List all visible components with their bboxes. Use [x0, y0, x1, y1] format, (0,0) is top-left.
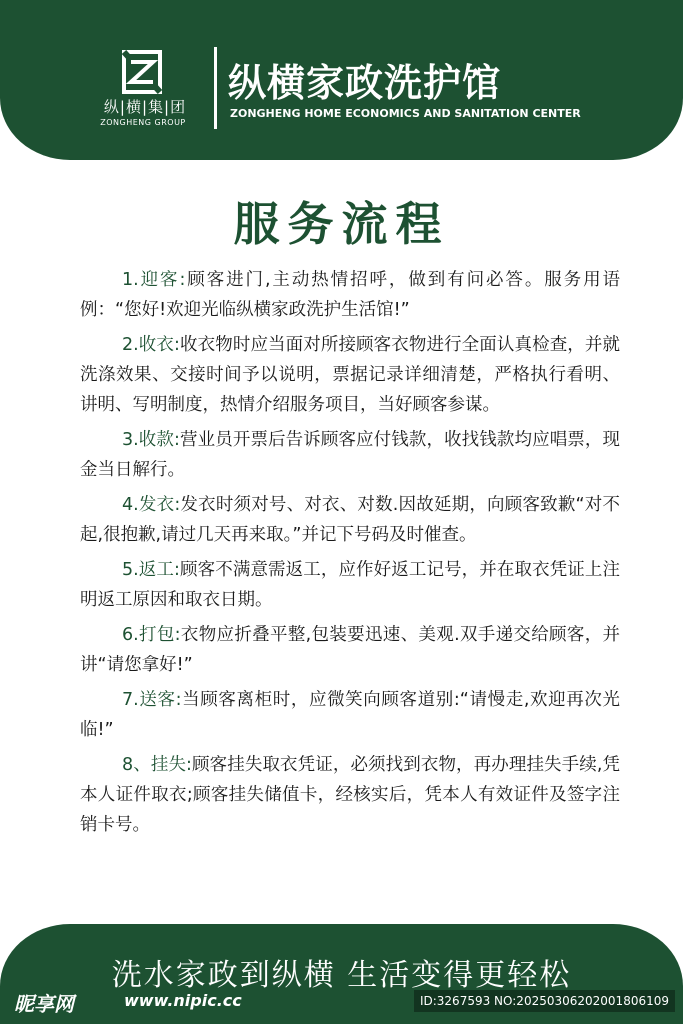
step-number: 7.	[122, 690, 139, 710]
step-number: 6.	[122, 625, 139, 645]
step-text: 营业员开票后告诉顾客应付钱款，收找钱款均应唱票，现金当日解行。	[80, 430, 621, 480]
page-title: 服务流程	[233, 197, 450, 251]
step-name: 收衣	[138, 335, 175, 355]
step-name: 打包	[138, 625, 175, 645]
brand-title: 纵横家政洗护馆	[228, 61, 502, 105]
step-name: 发衣	[138, 495, 175, 515]
step-text: 发衣时须对号、对衣、对数.因故延期，向顾客致歉“对不起,很抱歉,请过几天再来取。”并记下号码及时催查。	[80, 495, 621, 545]
step-item	[80, 330, 620, 420]
header-divider	[214, 47, 217, 129]
step-name: 返工	[138, 560, 175, 580]
watermark-site-url[interactable]: www.nipic.cc	[124, 991, 242, 1010]
step-item	[80, 685, 620, 745]
step-separator: :	[174, 560, 180, 580]
step-text: 顾客不满意需返工，应作好返工记号，并在取衣凭证上注明返工原因和取衣日期。	[80, 560, 621, 610]
step-number: 8、	[122, 755, 151, 775]
step-item	[80, 490, 620, 550]
step-separator: :	[174, 335, 180, 355]
step-item	[80, 425, 620, 485]
step-name: 挂失	[150, 755, 187, 775]
step-name: 收款	[138, 430, 175, 450]
step-separator: :	[174, 495, 181, 515]
step-text: 当顾客离柜时，应微笑向顾客道别:“请慢走,欢迎再次光临!”	[80, 690, 621, 740]
step-separator: :	[179, 270, 186, 290]
step-text: 顾客挂失取衣凭证，必须找到衣物，再办理挂失手续,凭本人证件取衣;顾客挂失储值卡，经核实后，凭本人有效证件及签字注销卡号。	[80, 755, 621, 835]
step-number: 1.	[122, 270, 139, 290]
step-name: 迎客	[138, 270, 180, 290]
step-text: 顾客进门,主动热情招呼，做到有问必答。服务用语例：“您好!欢迎光临纵横家政洗护生活馆!”	[80, 270, 620, 320]
service-steps	[80, 265, 620, 845]
zongheng-logo-icon	[119, 50, 165, 94]
step-text: 收衣物时应当面对所接顾客衣物进行全面认真检查，并就洗涤效果、交接时间予以说明，票据记录详细清楚，严格执行看明、讲明、写明制度，热情介绍服务项目，当好顾客参谋。	[80, 335, 621, 415]
step-number: 2.	[122, 335, 139, 355]
step-number: 5.	[122, 560, 139, 580]
step-text: 衣物应折叠平整,包装要迅速、美观.双手递交给顾客，并讲“请您拿好!”	[80, 625, 621, 675]
step-separator: :	[175, 690, 182, 710]
logo-chinese-text: 纵|横|集|团	[103, 98, 187, 116]
step-separator: :	[186, 755, 192, 775]
footer-slogan: 洗水家政到纵横 生活变得更轻松	[111, 958, 572, 993]
step-name: 送客	[138, 690, 176, 710]
step-item	[80, 750, 620, 840]
step-number: 3.	[122, 430, 139, 450]
header-banner	[0, 0, 683, 160]
brand-subtitle: ZONGHENG HOME ECONOMICS AND SANITATION CENTER	[230, 107, 581, 120]
watermark-id-label: ID:3267593 NO:20250306202001806109	[414, 990, 675, 1012]
step-separator: :	[174, 430, 180, 450]
step-item	[80, 620, 620, 680]
watermark-site-logo: 昵享网	[14, 992, 74, 1016]
step-item	[80, 265, 620, 325]
step-item	[80, 555, 620, 615]
step-number: 4.	[122, 495, 139, 515]
step-separator: :	[174, 625, 181, 645]
logo-english-text: ZONGHENG GROUP	[100, 118, 186, 127]
